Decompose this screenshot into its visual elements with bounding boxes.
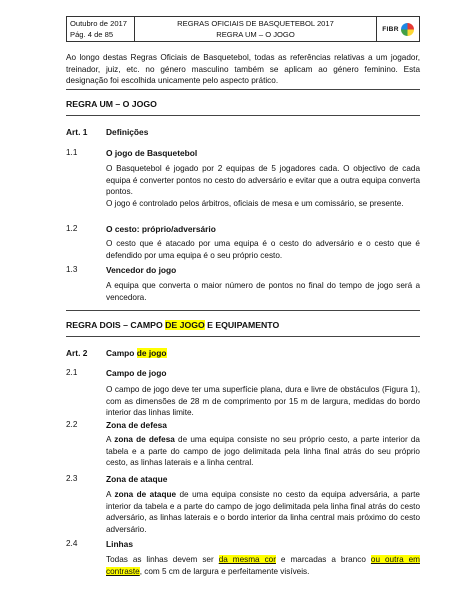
text: de uma equipa consiste no seu próprio cesto, a parte interior da tabela e a parte do campo de jogo delimitada pela linha final atrás do seu próprio cesto, as linhas laterais e a linha central. [106,435,420,468]
fiba-logo [382,23,414,36]
rule-one-heading: REGRA UM – O JOGO [66,99,157,109]
divider [66,115,420,116]
section-title: Zona de ataque [106,474,168,484]
text: de uma equipa consiste no cesto da equipa adversária, a parte interior da tabela e a parte do campo de jogo delimitada pela linha final atrás do cesto adversário, as linhas laterais e o bordo interior da linha central mais próximo do cesto adversário. [106,490,420,534]
article-number: Art. 2 [66,348,88,358]
section-title: Zona de defesa [106,420,167,430]
section-number: 1.1 [66,148,78,157]
heading-text: REGRA DOIS – CAMPO [66,320,166,330]
section-paragraph: O campo de jogo deve ter uma superfície plana, dura e livre de obstáculos (Figura 1), com as dimensões de 28 m de comprimento por 15 m de largura, medidas do bordo interior das linhas limite. [106,385,420,418]
header-title-line2: REGRA UM – O JOGO [216,30,295,39]
divider [66,310,420,311]
text: Todas as linhas devem ser [106,555,219,564]
section-paragraph: O cesto que é atacado por uma equipa é o cesto do adversário e o cesto que é defendido por uma equipa é o seu próprio cesto. [106,239,420,260]
text: e marcadas a branco [275,555,371,564]
divider [66,89,420,90]
header-date: Outubro de 2017 [70,19,127,28]
section-title: Vencedor do jogo [106,265,177,275]
section-number: 1.3 [66,265,78,274]
text: A [106,490,115,499]
basketball-icon [401,23,414,36]
emphasis-text: zona de defesa [114,435,175,444]
section-paragraph: O Basquetebol é jogado por 2 equipas de 5 jogadores cada. O objectivo de cada equipa é converter pontos no cesto do adversário e evitar que a outra equipa converta pontos. [106,164,420,197]
divider [66,336,420,337]
header-title [135,17,377,41]
header-meta [67,17,135,41]
section-title: O jogo de Basquetebol [106,148,198,158]
highlighted-text: ou outra em contraste [106,555,420,576]
intro-paragraph: Ao longo destas Regras Oficiais de Basquetebol, todas as referências relativas a um jogador, treinador, juiz, etc. no género masculino também se aplicam ao género feminino. Esta designação foi escolhida unicamente pelo aspecto prático. [66,53,420,86]
title-text: Campo [106,348,137,358]
article-title: Definições [106,127,149,137]
highlighted-text: DE JOGO [165,320,205,330]
emphasis-text: zona de ataque [114,490,177,499]
section-paragraph [106,489,420,535]
heading-text: E EQUIPAMENTO [204,320,280,330]
section-title: Linhas [106,539,133,549]
highlighted-text: de jogo [136,348,167,358]
article-title [106,348,167,358]
rule-two-heading [66,320,279,330]
section-number: 2.3 [66,474,78,483]
section-title: Campo de jogo [106,368,167,378]
header-page-number: Pág. 4 de 85 [70,30,114,39]
text: A [106,435,115,444]
section-paragraph: O jogo é controlado pelos árbitros, oficiais de mesa e um comissário, se presente. [106,199,404,208]
section-paragraph: A equipa que converta o maior número de pontos no final do tempo de jogo será a vencedora. [106,281,420,302]
section-number: 2.2 [66,420,78,429]
section-title: O cesto: próprio/adversário [106,224,216,234]
logo-text: FIBR [382,25,399,33]
section-number: 2.4 [66,539,78,548]
section-paragraph [106,434,420,469]
article-number: Art. 1 [66,127,88,137]
section-number: 2.1 [66,368,78,377]
section-paragraph [106,554,420,577]
page-header [66,16,420,42]
highlighted-text: da mesma cor [218,555,276,564]
header-logo [377,17,419,41]
header-title-line1: REGRAS OFICIAIS DE BASQUETEBOL 2017 [177,19,334,28]
text: , com 5 cm de largura e perfeitamente visíveis. [139,566,310,576]
section-number: 1.2 [66,224,78,233]
